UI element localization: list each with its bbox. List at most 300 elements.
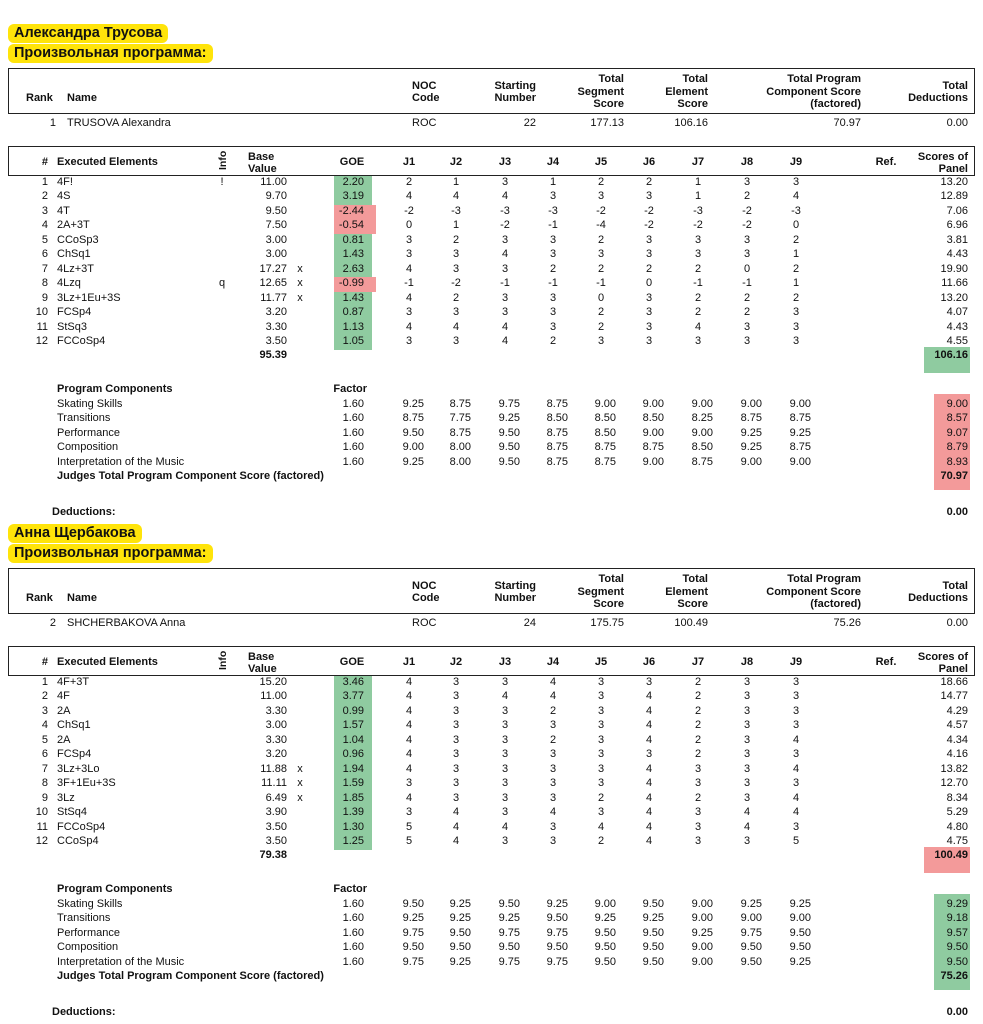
element-judge-score: 4	[645, 777, 653, 790]
element-judge-score: 1	[792, 248, 800, 261]
element-judge-score: 3	[792, 748, 800, 761]
header-base-line-1: Value	[248, 163, 277, 175]
component-judge-score: 9.25	[498, 912, 520, 925]
element-judge-score: 3	[597, 248, 605, 261]
component-score: 9.07	[946, 426, 968, 439]
element-code: 3F+1Eu+3S	[57, 777, 116, 790]
element-judge-score: 3	[743, 748, 751, 761]
component-score: 9.57	[946, 926, 968, 939]
element-judge-score: 0	[405, 219, 413, 232]
rank-value: 1	[49, 117, 56, 129]
header-noc-line-0: NOC	[412, 79, 437, 92]
element-judge-score: -2	[742, 204, 752, 217]
element-panel-score: 13.20	[940, 176, 968, 188]
header-panel-line-1: Panel	[938, 163, 968, 175]
component-name: Skating Skills	[57, 898, 123, 910]
element-panel-score: 4.16	[946, 748, 968, 761]
header-judge: J7	[691, 156, 705, 168]
element-judge-score: 3	[405, 306, 413, 319]
component-judge-score: 8.75	[546, 398, 568, 410]
element-code: 4T	[57, 204, 70, 217]
pcs-value: 70.97	[833, 117, 861, 129]
component-factor: 1.60	[342, 898, 364, 910]
component-score: 9.18	[946, 912, 968, 925]
element-judge-score: -3	[548, 204, 558, 217]
component-judge-score: 9.00	[740, 912, 762, 925]
element-panel-score: 13.20	[940, 291, 968, 304]
element-judge-score: 2	[743, 306, 751, 319]
element-judge-score: 4	[405, 733, 413, 746]
element-judge-score: -2	[644, 219, 654, 232]
element-judge-score: 2	[597, 262, 605, 275]
element-goe: 1.59	[342, 777, 364, 790]
header-elements: Executed Elements	[57, 156, 158, 168]
component-name: Skating Skills	[57, 398, 123, 410]
program-title-ru: Произвольная программа:	[8, 44, 213, 63]
header-rank: Rank	[26, 592, 53, 604]
rank-value: 2	[49, 617, 56, 629]
element-number: 8	[41, 277, 48, 290]
element-judge-score: -3	[451, 204, 461, 217]
element-judge-score: 3	[597, 762, 605, 775]
header-ded-line-1: Deductions	[908, 592, 968, 604]
component-judge-score: 9.50	[402, 941, 424, 954]
element-judge-score: 3	[452, 262, 460, 275]
element-judge-score: 2	[549, 733, 557, 746]
element-judge-score: 3	[452, 733, 460, 746]
element-bonus-x: x	[297, 791, 303, 804]
element-judge-score: 2	[694, 748, 702, 761]
header-num: #	[41, 656, 48, 668]
element-panel-score: 4.29	[946, 704, 968, 717]
element-code: FCSp4	[57, 748, 92, 761]
component-judge-score: 9.50	[642, 898, 664, 910]
element-judge-score: 4	[792, 762, 800, 775]
header-factor: Factor	[333, 383, 367, 395]
element-judge-score: 3	[501, 233, 509, 246]
header-judge: J8	[740, 156, 754, 168]
component-judge-score: 9.50	[498, 441, 520, 454]
element-judge-score: -4	[596, 219, 606, 232]
element-judge-score: -1	[404, 277, 414, 290]
component-judge-score: 9.25	[449, 955, 471, 968]
element-judge-score: 3	[501, 762, 509, 775]
component-factor: 1.60	[342, 455, 364, 468]
element-base: 11.77	[260, 291, 287, 304]
element-bonus-x: x	[297, 291, 303, 304]
skater-name-ru: Александра Трусова	[8, 24, 168, 43]
element-judge-score: 3	[501, 777, 509, 790]
element-judge-score: -2	[404, 204, 414, 217]
component-judge-score: 8.75	[789, 412, 811, 425]
component-judge-score: 9.00	[402, 441, 424, 454]
element-goe: 1.05	[342, 334, 364, 347]
element-base: 9.50	[265, 204, 287, 217]
element-code: CCoSp4	[57, 834, 99, 847]
element-judge-score: 4	[501, 820, 509, 833]
component-judge-score: 8.75	[594, 441, 616, 454]
element-judge-score: 3	[549, 748, 557, 761]
element-goe: 3.77	[342, 690, 364, 703]
element-goe: 1.39	[342, 806, 364, 819]
element-judge-score: 4	[694, 320, 702, 333]
component-judge-score: 9.50	[546, 912, 568, 925]
tes-panel-total: 100.49	[934, 849, 968, 862]
element-judge-score: 2	[405, 176, 413, 188]
element-judge-score: 2	[694, 291, 702, 304]
element-judge-score: 3	[743, 762, 751, 775]
element-number: 9	[41, 791, 48, 804]
element-judge-score: 3	[792, 719, 800, 732]
element-panel-score: 18.66	[940, 676, 968, 688]
element-goe: 1.25	[342, 834, 364, 847]
header-start-line-0: Starting	[494, 79, 536, 92]
element-judge-score: 2	[694, 306, 702, 319]
component-judge-score: 9.50	[642, 955, 664, 968]
element-judge-score: 3	[501, 306, 509, 319]
element-panel-score: 5.29	[946, 806, 968, 819]
component-judge-score: 9.00	[691, 941, 713, 954]
element-panel-score: 6.96	[946, 219, 968, 232]
header-noc-line-1: Code	[412, 592, 440, 604]
element-base: 17.27	[259, 262, 287, 275]
element-judge-score: 3	[549, 320, 557, 333]
element-judge-score: 3	[501, 704, 509, 717]
header-tss-line-2: Score	[593, 98, 624, 110]
header-judge: J7	[691, 656, 705, 668]
component-factor: 1.60	[342, 426, 364, 439]
element-judge-score: 4	[792, 733, 800, 746]
component-judge-score: 8.75	[546, 426, 568, 439]
element-judge-score: 2	[597, 834, 605, 847]
element-goe: 3.46	[342, 676, 364, 688]
header-ded-line-0: Total	[942, 579, 968, 592]
element-judge-score: 4	[743, 806, 751, 819]
element-judge-score: 4	[645, 791, 653, 804]
element-judge-score: 3	[452, 777, 460, 790]
element-base: 3.20	[265, 748, 287, 761]
element-goe: 0.87	[342, 306, 364, 319]
element-judge-score: 3	[792, 306, 800, 319]
element-judge-score: 3	[694, 820, 702, 833]
element-number: 4	[41, 219, 48, 232]
element-judge-score: 0	[645, 277, 653, 290]
element-judge-score: 3	[597, 190, 605, 203]
element-base: 11.00	[260, 690, 287, 703]
component-judge-score: 9.00	[642, 455, 664, 468]
component-judge-score: 8.50	[546, 412, 568, 425]
component-judge-score: 9.75	[498, 398, 520, 410]
element-judge-score: 4	[405, 748, 413, 761]
header-tss-line-0: Total	[598, 573, 624, 585]
element-judge-score: 3	[743, 704, 751, 717]
header-ded-line-1: Deductions	[908, 92, 968, 104]
element-judge-score: 2	[792, 233, 800, 246]
element-judge-score: 2	[694, 676, 702, 688]
header-judge: J1	[402, 156, 416, 168]
noc-value: ROC	[412, 617, 437, 629]
element-judge-score: 3	[645, 306, 653, 319]
element-base: 9.70	[265, 190, 287, 203]
element-panel-score: 4.57	[946, 719, 968, 732]
element-code: 2A	[57, 704, 71, 717]
element-base: 3.30	[265, 320, 287, 333]
component-judge-score: 8.50	[594, 412, 616, 425]
element-base: 11.00	[260, 176, 287, 188]
header-judge: J8	[740, 656, 754, 668]
noc-value: ROC	[412, 117, 437, 129]
element-judge-score: 3	[549, 719, 557, 732]
element-number: 10	[35, 806, 48, 819]
component-judge-score: 9.75	[546, 955, 568, 968]
element-base: 3.50	[265, 334, 287, 347]
element-number: 11	[36, 820, 48, 833]
component-score: 9.50	[946, 955, 968, 968]
element-code: 3Lz+3Lo	[57, 762, 100, 775]
component-judge-score: 8.75	[740, 412, 762, 425]
component-judge-score: 8.50	[691, 441, 713, 454]
component-judge-score: 9.50	[594, 955, 616, 968]
element-judge-score: 0	[597, 291, 605, 304]
header-name: Name	[67, 92, 97, 104]
component-judge-score: 9.75	[546, 926, 568, 939]
element-judge-score: 3	[694, 233, 702, 246]
component-name: Composition	[57, 941, 119, 954]
component-judge-score: 8.75	[642, 441, 664, 454]
element-judge-score: 3	[694, 777, 702, 790]
element-judge-score: 4	[549, 806, 557, 819]
component-judge-score: 9.25	[402, 455, 424, 468]
tss-value: 177.13	[590, 117, 624, 129]
component-judge-score: 8.00	[449, 441, 471, 454]
component-judge-score: 9.25	[449, 898, 471, 910]
element-number: 5	[41, 733, 48, 746]
element-number: 3	[41, 204, 48, 217]
deductions-value: 0.00	[946, 1006, 968, 1018]
element-judge-score: 5	[792, 834, 800, 847]
element-judge-score: 3	[597, 676, 605, 688]
element-judge-score: -1	[548, 219, 558, 232]
header-noc-line-1: Code	[412, 92, 440, 104]
pcs-total: 75.26	[940, 970, 968, 983]
element-panel-score: 12.70	[940, 777, 968, 790]
element-judge-score: 4	[645, 762, 653, 775]
element-base: 3.50	[265, 834, 287, 847]
program-title-ru: Произвольная программа:	[8, 544, 213, 563]
element-judge-score: 3	[645, 190, 653, 203]
element-code: 4Lzq	[57, 277, 81, 290]
judges-total-label: Judges Total Program Component Score (factored)	[57, 970, 324, 983]
component-judge-score: 9.25	[546, 898, 568, 910]
element-judge-score: 4	[645, 690, 653, 703]
component-judge-score: 8.75	[449, 398, 471, 410]
component-judge-score: 8.25	[691, 412, 713, 425]
element-judge-score: 3	[743, 690, 751, 703]
element-code: FCSp4	[57, 306, 92, 319]
element-judge-score: -2	[742, 219, 752, 232]
component-judge-score: 9.50	[789, 926, 811, 939]
header-judge: J2	[449, 656, 463, 668]
tes-value: 100.49	[674, 617, 708, 629]
element-bonus-x: x	[297, 262, 303, 275]
element-judge-score: -1	[596, 277, 606, 290]
header-judge: J3	[498, 656, 512, 668]
element-judge-score: 5	[405, 820, 413, 833]
element-judge-score: 3	[501, 733, 509, 746]
element-judge-score: 3	[792, 334, 800, 347]
header-tss-line-0: Total	[598, 73, 624, 85]
element-info: q	[218, 277, 226, 290]
header-judge: J4	[546, 156, 560, 168]
header-base-line-0: Base	[248, 650, 275, 663]
header-tes-line-0: Total	[682, 73, 708, 85]
element-panel-score: 3.81	[946, 233, 968, 246]
element-bonus-x: x	[297, 762, 303, 775]
element-judge-score: 3	[597, 777, 605, 790]
element-judge-score: 4	[792, 806, 800, 819]
element-judge-score: 3	[452, 306, 460, 319]
element-code: 3Lz+1Eu+3S	[57, 291, 121, 304]
element-judge-score: 3	[743, 676, 751, 688]
header-judge: J4	[546, 656, 560, 668]
element-judge-score: 3	[743, 777, 751, 790]
component-judge-score: 9.50	[740, 941, 762, 954]
element-judge-score: 3	[743, 176, 751, 188]
element-code: 2A+3T	[57, 219, 90, 232]
component-judge-score: 9.00	[642, 398, 664, 410]
header-ded-line-0: Total	[942, 79, 968, 92]
component-judge-score: 9.00	[594, 898, 616, 910]
element-judge-score: 2	[597, 791, 605, 804]
element-judge-score: 4	[743, 820, 751, 833]
element-judge-score: 3	[645, 320, 653, 333]
component-judge-score: 9.25	[789, 426, 811, 439]
element-judge-score: 2	[694, 704, 702, 717]
header-start-line-0: Starting	[494, 579, 536, 592]
element-judge-score: 3	[792, 176, 800, 188]
element-panel-score: 4.43	[946, 320, 968, 333]
element-code: ChSq1	[57, 248, 91, 261]
pcs-value: 75.26	[833, 617, 861, 629]
element-code: 2A	[57, 733, 71, 746]
component-judge-score: 9.25	[402, 912, 424, 925]
component-judge-score: 9.00	[740, 398, 762, 410]
element-base: 12.65	[259, 277, 287, 290]
element-judge-score: 3	[694, 834, 702, 847]
element-judge-score: 4	[549, 676, 557, 688]
element-judge-score: 2	[597, 233, 605, 246]
element-goe: 0.81	[342, 233, 364, 246]
element-judge-score: 3	[549, 820, 557, 833]
header-judge: J9	[789, 156, 803, 168]
component-judge-score: 9.00	[691, 398, 713, 410]
component-judge-score: 9.00	[691, 912, 713, 925]
element-panel-score: 8.34	[946, 791, 968, 804]
element-judge-score: 3	[452, 704, 460, 717]
element-code: StSq4	[57, 806, 87, 819]
element-judge-score: 2	[549, 334, 557, 347]
component-judge-score: 9.50	[546, 941, 568, 954]
element-panel-score: 4.34	[946, 733, 968, 746]
element-bonus-x: x	[297, 777, 303, 790]
component-factor: 1.60	[342, 441, 364, 454]
element-judge-score: 2	[549, 704, 557, 717]
element-judge-score: 3	[501, 291, 509, 304]
element-goe: 0.99	[342, 704, 364, 717]
element-number: 7	[41, 762, 48, 775]
element-judge-score: 2	[694, 262, 702, 275]
element-judge-score: 3	[549, 762, 557, 775]
header-factor: Factor	[333, 883, 367, 895]
header-info: Info	[217, 150, 229, 170]
component-judge-score: 9.00	[789, 398, 811, 410]
element-judge-score: 3	[743, 334, 751, 347]
element-goe: 1.57	[342, 719, 364, 732]
element-base: 7.50	[265, 219, 287, 232]
element-panel-score: 14.77	[940, 690, 968, 703]
component-judge-score: 9.00	[789, 912, 811, 925]
element-judge-score: 4	[405, 291, 413, 304]
element-judge-score: 3	[645, 233, 653, 246]
header-tes-line-2: Score	[677, 98, 708, 110]
element-judge-score: 3	[645, 334, 653, 347]
element-judge-score: 3	[549, 777, 557, 790]
component-judge-score: 9.25	[740, 441, 762, 454]
element-judge-score: 3	[694, 762, 702, 775]
element-number: 5	[41, 233, 48, 246]
element-judge-score: 2	[694, 690, 702, 703]
header-judge: J5	[594, 156, 608, 168]
element-judge-score: 3	[501, 806, 509, 819]
element-judge-score: 3	[597, 690, 605, 703]
element-number: 1	[41, 176, 48, 188]
component-judge-score: 9.50	[498, 941, 520, 954]
tes-panel-total: 106.16	[934, 349, 968, 362]
element-panel-score: 19.90	[940, 262, 968, 275]
element-number: 3	[41, 704, 48, 717]
base-value-total: 95.39	[259, 349, 287, 362]
header-judge: J6	[642, 656, 656, 668]
element-judge-score: 1	[694, 190, 702, 203]
element-judge-score: -1	[548, 277, 558, 290]
element-judge-score: 0	[743, 262, 751, 275]
component-judge-score: 9.75	[740, 926, 762, 939]
element-judge-score: 3	[597, 748, 605, 761]
header-tes-line-1: Element	[665, 585, 708, 598]
component-judge-score: 9.00	[740, 455, 762, 468]
header-tss-line-1: Segment	[577, 585, 624, 598]
element-judge-score: 2	[645, 262, 653, 275]
element-number: 10	[35, 306, 48, 319]
element-judge-score: 3	[694, 248, 702, 261]
element-judge-score: 3	[743, 791, 751, 804]
element-number: 12	[35, 834, 48, 847]
element-base: 6.49	[265, 791, 287, 804]
element-judge-score: 3	[452, 334, 460, 347]
element-number: 6	[41, 248, 48, 261]
element-judge-score: 2	[452, 291, 460, 304]
element-judge-score: 4	[405, 262, 413, 275]
header-panel-line-0: Scores of	[917, 650, 968, 663]
element-judge-score: 2	[694, 791, 702, 804]
element-judge-score: 3	[501, 719, 509, 732]
start-value: 22	[523, 117, 536, 129]
header-panel-line-0: Scores of	[917, 150, 968, 163]
element-goe: 1.43	[342, 291, 364, 304]
element-judge-score: 3	[405, 806, 413, 819]
element-code: 4F+3T	[57, 676, 90, 688]
element-judge-score: 3	[694, 334, 702, 347]
